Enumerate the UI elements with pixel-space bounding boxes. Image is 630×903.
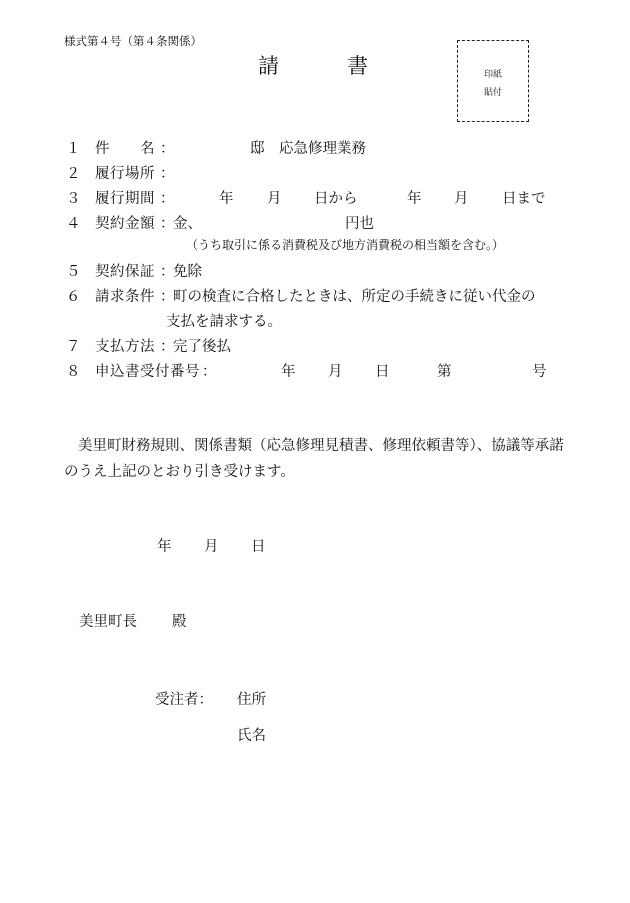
stamp-label-line2: 貼付 <box>483 88 502 98</box>
item-label: 契約金額 <box>95 216 155 232</box>
item-billing-cont <box>0 310 630 330</box>
stamp-label-line1: 印紙 <box>483 70 502 80</box>
contractor-address-label: 住所 <box>237 692 266 708</box>
receipt-go: 号 <box>532 364 547 380</box>
item-colon: ： <box>160 339 175 355</box>
addressee-name: 美里町長 <box>79 614 137 630</box>
item-period <box>0 187 630 207</box>
item-number: ５ <box>66 264 81 280</box>
item-label: 支払方法 <box>95 339 155 355</box>
item-amount <box>0 212 630 232</box>
period-year-end: 年 <box>407 191 422 207</box>
item-number: ４ <box>66 216 81 232</box>
addressee-honorific: 殿 <box>172 614 187 630</box>
item-billing <box>0 285 630 305</box>
amount-unit: 円也 <box>345 216 374 232</box>
item-subject <box>0 137 630 157</box>
receipt-month: 月 <box>328 364 343 380</box>
tax-note-text: （うち取引に係る消費税及び地方消費税の相当額を含む。） <box>186 238 505 252</box>
acceptance-text: 美里町財務規則、関係書類（応急修理見積書、修理依頼書等）、協議等承諾のうえ上記のとおり引き受けます。 <box>64 438 564 480</box>
receipt-dai: 第 <box>437 364 452 380</box>
contractor-name-label: 氏名 <box>237 728 266 744</box>
item-colon: ： <box>160 264 175 280</box>
item-number: ３ <box>66 191 81 207</box>
item-label: 履行場所 <box>95 166 155 182</box>
contractor-label: 受注者： <box>155 692 213 708</box>
item-location <box>0 162 630 182</box>
amount-prefix: 金、 <box>173 216 202 232</box>
item-number: ８ <box>66 364 81 380</box>
item-colon: ： <box>160 166 175 182</box>
item-guarantee <box>0 260 630 280</box>
item-colon: ： <box>160 216 175 232</box>
period-month-start: 月 <box>267 191 282 207</box>
item-number: ７ <box>66 339 81 355</box>
item-colon: ： <box>160 289 175 305</box>
item-number: ２ <box>66 166 81 182</box>
period-day-to: 日まで <box>502 191 546 207</box>
item-label: 請求条件 <box>95 289 155 305</box>
item-number: ６ <box>66 289 81 305</box>
payment-value: 完了後払 <box>173 339 231 355</box>
item-colon: ： <box>202 364 217 380</box>
document-title: 請書 <box>258 54 436 78</box>
subject-value: 邸 応急修理業務 <box>250 141 366 157</box>
receipt-year: 年 <box>281 364 296 380</box>
acceptance-paragraph <box>64 433 564 485</box>
date-year: 年 <box>157 539 172 555</box>
billing-line-2: 支払を請求する。 <box>166 314 282 330</box>
form-number: 様式第４号（第４条関係） <box>64 34 202 48</box>
period-year-start: 年 <box>219 191 234 207</box>
item-label: 申込書受付番号 <box>95 364 200 380</box>
receipt-day: 日 <box>375 364 390 380</box>
date-day: 日 <box>251 539 266 555</box>
item-colon: ： <box>160 191 175 207</box>
item-label: 件 名 <box>95 141 155 157</box>
amount-tax-note <box>0 236 630 256</box>
item-label: 契約保証 <box>95 264 155 280</box>
item-payment <box>0 335 630 355</box>
period-day-from: 日から <box>314 191 358 207</box>
guarantee-value: 免除 <box>173 264 202 280</box>
item-number: １ <box>66 141 81 157</box>
item-receipt-number <box>0 360 630 380</box>
item-colon: ： <box>160 141 175 157</box>
item-label: 履行期間 <box>95 191 155 207</box>
billing-line-1: 町の検査に合格したときは、所定の手続きに従い代金の <box>173 289 536 305</box>
date-month: 月 <box>204 539 219 555</box>
period-month-end: 月 <box>454 191 469 207</box>
